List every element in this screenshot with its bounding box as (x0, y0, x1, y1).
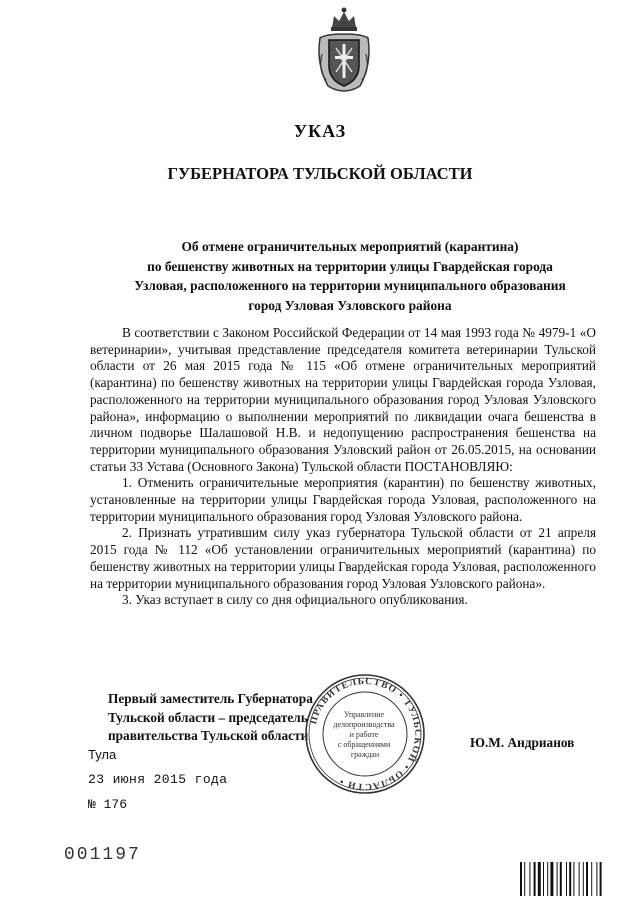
barcode (520, 862, 624, 896)
signatory-position-line: Тульской области – председатель (108, 709, 308, 725)
decree-item-3: 3. Указ вступает в силу со дня официального опубликования. (122, 592, 468, 608)
signatory-name: Ю.М. Андрианов (470, 735, 575, 750)
serial-number: 001197 (64, 845, 141, 865)
issue-city: Тула (88, 747, 117, 762)
decree-heading (90, 237, 610, 315)
signatory-position (108, 690, 313, 746)
heading-line: Об отмене ограничительных мероприятий (карантина) (181, 239, 519, 254)
svg-text:Управление делопроизводс: Управление делопроизводства и работе с обращениями граждан (333, 710, 395, 759)
issue-date: 23 июня 2015 года (88, 772, 228, 787)
issuer-title: ГУБЕРНАТОРА ТУЛЬСКОЙ ОБЛАСТИ (167, 164, 473, 183)
heading-line: по бешенству животных на территории улицы Гвардейская города (147, 258, 553, 274)
preamble-paragraph: В соответствии с Законом Российской Федерации от 14 мая 1993 года № 4979-1 «О ветеринарии», учитывая представление председателя комитета ветеринарии Тульской области от 26 мая 2015 года № 115 «Об отмене ограничительных мероприятий (карантина) по бешенству животных на территории улицы Гвардейская города Узловая, расположенного на территории муниципального образования город Узловая Узловского района», информацию о выполнении мероприятий по ликвидации очага бешенства в личном подворье Шалашовой Н.В. и недопущению распространения бешенства на территории муниципального образования Узловский район от 26.05.2015, на основании статьи 33 Устава (Основного Закона) Тульской области ПОСТАНОВЛЯЮ: (90, 325, 596, 474)
heading-line: город Узловая Узловского района (248, 297, 452, 313)
decree-body (90, 325, 596, 609)
heading-line: Узловая, расположенного на территории муниципального образования (134, 278, 566, 293)
official-stamp (303, 672, 427, 796)
decree-number: № 176 (88, 797, 128, 812)
tula-coat-of-arms-icon (312, 4, 376, 96)
svg-text:ПРАВИТЕЛЬСТВО • ТУЛЬСКОЙ • ОБЛ: ПРАВИТЕЛЬСТВО • ТУЛЬСКОЙ • ОБЛАСТИ • (308, 676, 423, 792)
signatory-position-line: Первый заместитель Губернатора (108, 691, 313, 706)
decree-item-2: 2. Признать утратившим силу указ губернатора Тульской области от 21 апреля 2015 года № 112 «Об установлении ограничительных мероприятий (карантина) по бешенству животных на территории улицы Гвардейская города Узловая, расположенного на территории муниципального образования город Узловая Узловского района». (90, 525, 596, 591)
document-type-title: УКАЗ (293, 121, 347, 141)
decree-item-1: 1. Отменить ограничительные мероприятия (карантин) по бешенству животных, установленные на территории улицы Гвардейская города Узловая, расположенного на территории муниципального образования город Узловая Узловского района. (90, 475, 596, 524)
signatory-position-line: правительства Тульской области (108, 728, 309, 743)
